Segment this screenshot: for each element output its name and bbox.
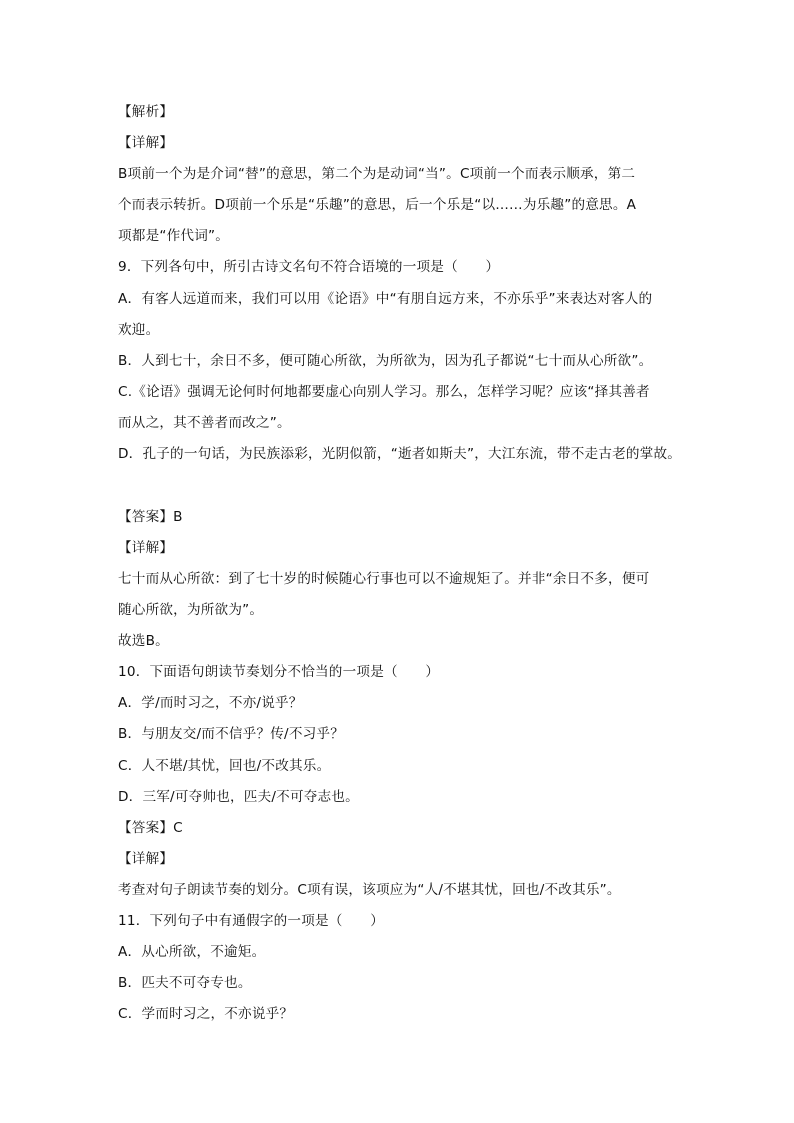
paragraph-line: 故选B。 [118, 633, 169, 649]
paragraph-line: 项都是“作代词”。 [118, 228, 230, 244]
paragraph-line: B项前一个为是介词“替”的意思，第二个为是动词“当”。C项前一个而表示顺承，第二 [118, 166, 636, 182]
question-11-option-b: B．匹夫不可夺专也。 [118, 975, 252, 991]
question-10-option-d: D．三军/可夺帅也，匹夫/不可夺志也。 [118, 789, 359, 805]
question-9-option-c: C.《论语》强调无论何时何地都要虚心向别人学习。那么，怎样学习呢？应该“择其善者 [118, 384, 650, 400]
section-label-detail: 【详解】 [118, 851, 174, 867]
question-9-option-d: D．孔子的一句话，为民族添彩，光阴似箭，“逝者如斯夫”，大江东流，带不走古老的掌故。 [118, 446, 682, 462]
question-9-option-a-cont: 欢迎。 [118, 322, 160, 338]
question-11-option-c: C．学而时习之，不亦说乎？ [118, 1006, 294, 1022]
question-9-option-a: A．有客人远道而来，我们可以用《论语》中“有朋自远方来，不亦乐乎”来表达对客人的 [118, 291, 653, 307]
paragraph-line: 个而表示转折。D项前一个乐是“乐趣”的意思，后一个乐是“以……为乐趣”的意思。A [118, 197, 637, 213]
question-10-option-b: B．与朋友交/而不信乎？传/不习乎？ [118, 726, 344, 742]
question-11-stem: 11．下列句子中有通假字的一项是（ ） [118, 913, 384, 929]
question-9-stem: 9．下列各句中，所引古诗文名句不符合语境的一项是（ ） [118, 259, 500, 275]
question-9-option-b: B．人到七十，余日不多，便可随心所欲，为所欲为，因为孔子都说“七十而从心所欲”。 [118, 353, 653, 369]
question-10-option-a: A．学/而时习之，不亦/说乎？ [118, 695, 303, 711]
section-label-detail: 【详解】 [118, 540, 174, 556]
answer-label-10: 【答案】C [118, 820, 183, 836]
section-label-analysis: 【解析】 [118, 104, 174, 120]
paragraph-line: 考查对句子朗读节奏的划分。C项有误，该项应为“人/不堪其忧，回也/不改其乐”。 [118, 882, 621, 898]
answer-label-9: 【答案】B [118, 509, 183, 525]
question-10-option-c: C．人不堪/其忧，回也/不改其乐。 [118, 758, 331, 774]
paragraph-line: 七十而从心所欲：到了七十岁的时候随心行事也可以不逾规矩了。并非“余日不多，便可 [118, 571, 650, 587]
question-10-stem: 10．下面语句朗读节奏划分不恰当的一项是（ ） [118, 664, 440, 680]
section-label-detail: 【详解】 [118, 135, 174, 151]
question-11-option-a: A．从心所欲，不逾矩。 [118, 944, 266, 960]
question-9-option-c-cont: 而从之，其不善者而改之”。 [118, 415, 291, 431]
paragraph-line: 随心所欲，为所欲为”。 [118, 602, 264, 618]
